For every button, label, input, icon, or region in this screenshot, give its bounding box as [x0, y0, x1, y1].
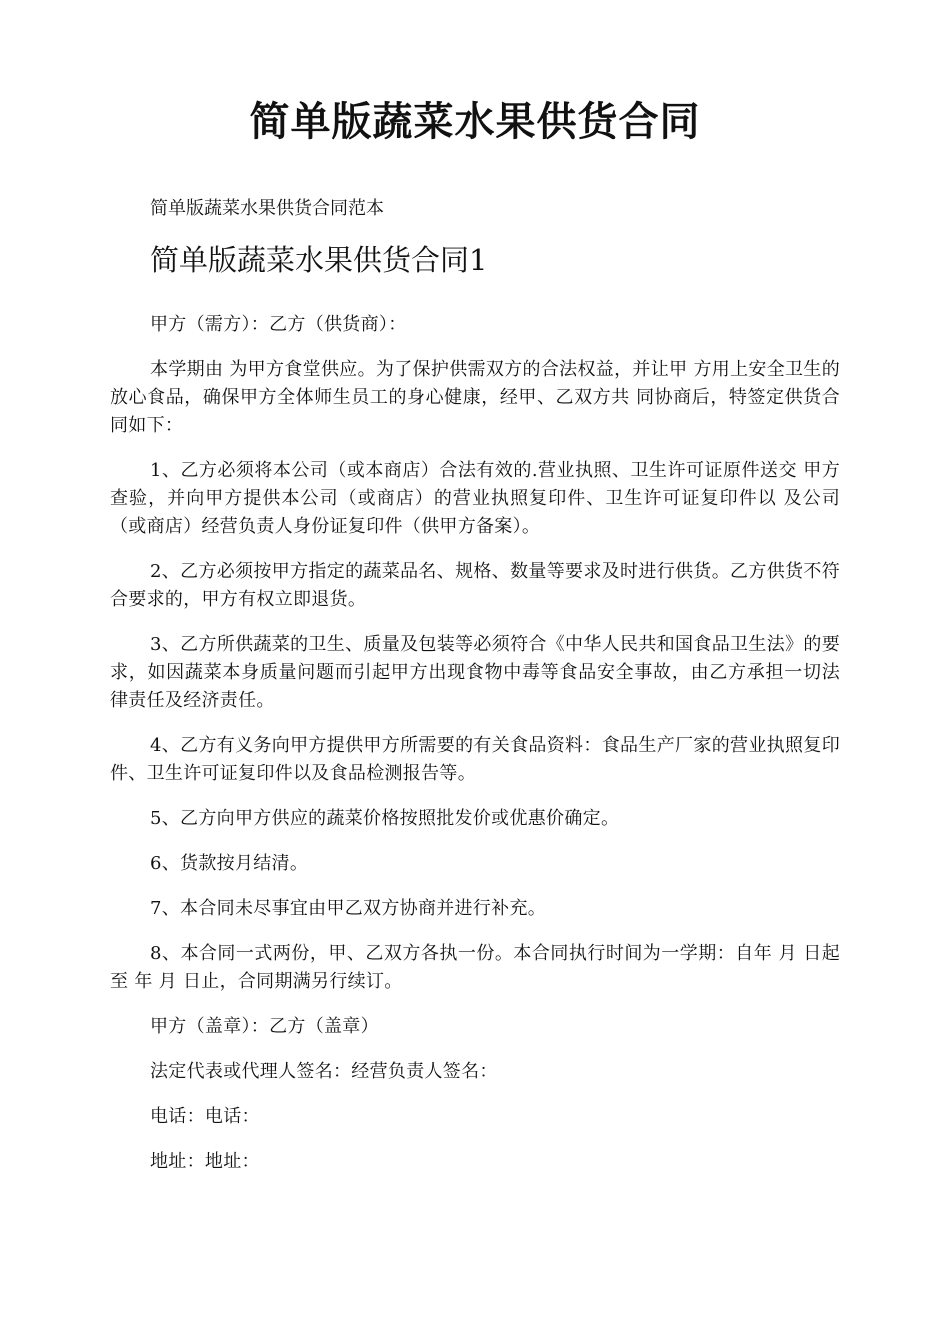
clause-8: 8、本合同一式两份，甲、乙双方各执一份。本合同执行时间为一学期：自年 月 日起至 年 月 日止，合同期满另行续订。: [110, 943, 840, 992]
document-subtitle: 简单版蔬菜水果供货合同范本: [150, 198, 384, 219]
clause-5: 5、乙方向甲方供应的蔬菜价格按照批发价或优惠价确定。: [150, 808, 620, 829]
clause-6: 6、货款按月结清。: [150, 853, 309, 874]
address-line: 地址：地址：: [150, 1151, 260, 1172]
phone-line: 电话：电话：: [150, 1106, 260, 1127]
clause-7: 7、本合同未尽事宜由甲乙双方协商并进行补充。: [150, 898, 547, 919]
document-title: 简单版蔬菜水果供货合同: [249, 98, 701, 145]
clause-4: 4、乙方有义务向甲方提供甲方所需要的有关食品资料：食品生产厂家的营业执照复印件、卫生许可证复印件以及食品检测报告等。: [110, 735, 840, 784]
contract-body: [110, 311, 840, 1193]
clause-1: 1、乙方必须将本公司（或本商店）合法有效的.营业执照、卫生许可证原件送交 甲方查验，并向甲方提供本公司（或商店）的营业执照复印件、卫生许可证复印件以 及公司（或商店）经营负责人身份证复印件（供甲方备案）。: [110, 460, 840, 537]
signature-line: 法定代表或代理人签名：经营负责人签名：: [150, 1061, 498, 1082]
section-heading: 简单版蔬菜水果供货合同1: [150, 243, 488, 277]
clause-2: 2、乙方必须按甲方指定的蔬菜品名、规格、数量等要求及时进行供货。乙方供货不符合要求的，甲方有权立即退货。: [110, 561, 840, 610]
seal-line: 甲方（盖章）：乙方（盖章）: [150, 1016, 379, 1037]
parties-line: 甲方（需方）：乙方（供货商）：: [150, 314, 407, 335]
clause-3: 3、乙方所供蔬菜的卫生、质量及包装等必须符合《中华人民共和国食品卫生法》的要求，如因蔬菜本身质量问题而引起甲方出现食物中毒等食品安全事故，由乙方承担一切法律责任及经济责任。: [110, 634, 840, 711]
preamble-paragraph: 本学期由 为甲方食堂供应。为了保护供需双方的合法权益，并让甲 方用上安全卫生的放心食品，确保甲方全体师生员工的身心健康，经甲、乙双方共 同协商后，特签定供货合同如下：: [110, 359, 840, 436]
